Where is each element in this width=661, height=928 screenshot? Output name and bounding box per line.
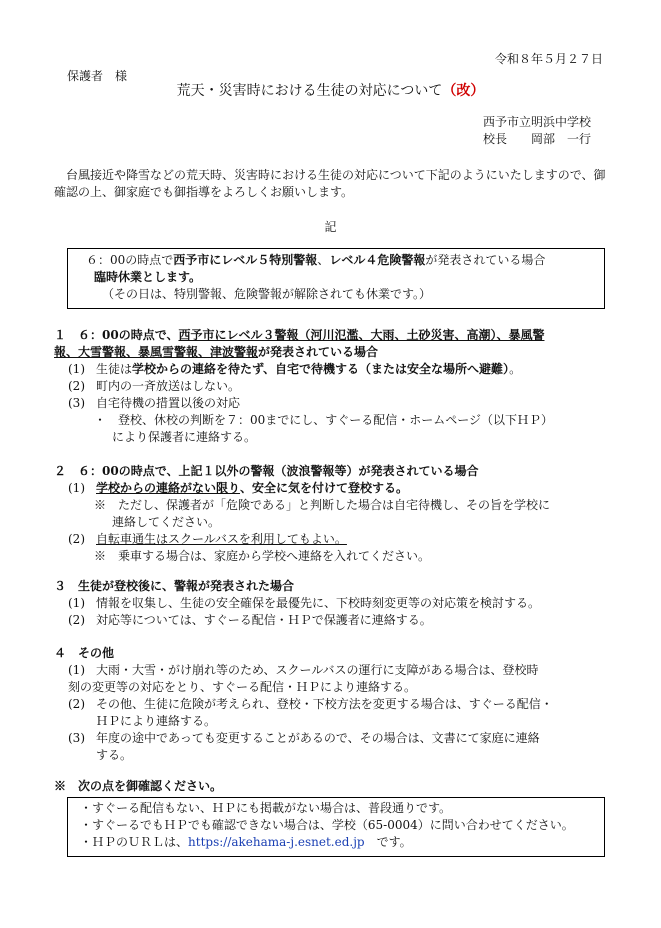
section-3 [54, 578, 619, 629]
notice-condition: が発表されている場合 [425, 253, 546, 267]
section-1-head-c: 報、大雪警報、暴風雪警報、津波警報 [54, 345, 259, 359]
revised-mark: （改） [442, 83, 485, 99]
section-4-heading: ４ その他 [54, 646, 115, 660]
section-1-heading [54, 327, 619, 344]
section-4-item-1-cont [54, 679, 619, 696]
confirm-heading: ※ 次の点を御確認ください。 [54, 779, 223, 793]
principal-name: 校長 岡部 一行 [483, 132, 592, 146]
document-title [0, 81, 661, 101]
item-bold-text: 、安全に気を付けて登校する。 [240, 481, 409, 495]
item-text: その他、生徒に危険が考えられ、登校・下校方法を変更する場合は、すぐーる配信・ [96, 697, 553, 711]
item-text: 情報を収集し、生徒の安全確保を最優先に、下校時刻変更等の対応策を検討する。 [96, 596, 541, 610]
section-1-head-b: 西予市にレベル３警報（河川氾濫、大雨、土砂災害、高潮）、暴風警 [178, 328, 545, 342]
item-text: 刻の変更等の対応をとり、すぐーる配信・ＨＰにより連絡する。 [68, 680, 417, 694]
title-text: 荒天・災害時における生徒の対応について [176, 83, 443, 99]
item-text: 年度の途中であっても変更することがあるので、その場合は、文書にて家庭に連絡 [96, 731, 540, 745]
confirm-line-1: ・すぐーる配信もない、ＨＰにも掲載がない場合は、普段通りです。 [80, 801, 452, 815]
section-1-head-a: １ ６：00の時点で、 [54, 328, 179, 342]
item-text: 自宅待機の措置以後の対応 [96, 396, 241, 410]
notice-line-1 [86, 252, 604, 269]
section-4-item-2 [54, 696, 619, 713]
section-1 [54, 327, 619, 446]
item-number: (1) [68, 663, 85, 677]
item-number: (2) [68, 613, 85, 627]
url-suffix: です。 [364, 835, 412, 849]
school-website-link[interactable]: https://akehama-j.esnet.ed.jp [188, 835, 365, 849]
section-2-note-1: ※ ただし、保護者が「危険である」と判断した場合は自宅待機し、その旨を学校に [94, 498, 551, 512]
section-2-note-2: ※ 乗車する場合は、家庭から学校へ連絡を入れてください。 [94, 549, 431, 563]
section-4-item-2-cont [54, 713, 619, 730]
section-2 [54, 463, 619, 565]
item-bold-text: 学校からの連絡を待たず、自宅で待機する（または安全な場所へ避難） [132, 362, 510, 376]
item-number: (1) [68, 481, 85, 495]
section-2-heading: ２ ６：00の時点で、上記１以外の警報（波浪警報等）が発表されている場合 [54, 464, 479, 478]
addressee: 保護者 様 [67, 69, 128, 83]
item-number: (3) [68, 396, 85, 410]
notice-closure: 臨時休業とします。 [94, 270, 202, 284]
section-3-heading: ３ 生徒が登校後に、警報が発表された場合 [54, 579, 295, 593]
notice-line-2 [86, 269, 604, 286]
section-3-item-2 [54, 612, 619, 629]
school-name: 西予市立明浜中学校 [483, 115, 592, 129]
item-number: (2) [68, 532, 85, 546]
confirm-line-2: ・すぐーるでもＨＰでも確認できない場合は、学校（65-0004）に問い合わせてください。 [80, 818, 574, 832]
section-1-bullet-cont: により保護者に連絡する。 [112, 430, 257, 444]
item-text: 町内の一斉放送はしない。 [96, 379, 241, 393]
section-1-item-2 [54, 378, 619, 395]
notice-level5: 西予市にレベル５特別警報 [173, 253, 318, 267]
section-1-head-d: が発表されている場合 [258, 345, 379, 359]
item-text: ＨＰにより連絡する。 [96, 714, 217, 728]
section-3-item-1 [54, 595, 619, 612]
item-number: (3) [68, 731, 85, 745]
notice-comma: 、 [317, 253, 330, 267]
section-4-item-1 [54, 662, 619, 679]
item-number: (2) [68, 379, 85, 393]
ki-heading: 記 [324, 220, 337, 234]
item-text: 生徒は [96, 362, 133, 376]
item-text: 対応等については、すぐーる配信・ＨＰで保護者に連絡する。 [96, 613, 432, 627]
notice-level4: レベル４危険警報 [329, 253, 426, 267]
section-4 [54, 645, 619, 764]
section-2-item-1 [54, 480, 619, 497]
item-text-end: 。 [509, 362, 522, 376]
item-number: (2) [68, 697, 85, 711]
notice-line-3: （その日は、特別警報、危険警報が解除されても休業です。） [102, 287, 432, 301]
url-label: ・ＨＰのＵＲＬは、 [80, 835, 189, 849]
section-4-item-3 [54, 730, 619, 747]
section-2-note-1-cont: 連絡してください。 [112, 515, 221, 529]
section-1-item-1 [54, 361, 619, 378]
section-4-item-3-cont [54, 747, 619, 764]
section-1-heading-cont [54, 344, 619, 361]
notice-time: ６：00の時点で [86, 253, 174, 267]
confirm-line-3 [80, 834, 604, 851]
item-text: する。 [96, 748, 133, 762]
issue-date: 令和８年５月２７日 [494, 52, 603, 66]
confirm-box [67, 797, 605, 857]
closure-notice-box [67, 248, 605, 309]
section-2-item-2 [54, 531, 619, 548]
item-number: (1) [68, 362, 85, 376]
item-number: (1) [68, 596, 85, 610]
intro-paragraph: 台風接近や降雪などの荒天時、災害時における生徒の対応について下記のようにいたしますので、御確認の上、御家庭でも御指導をよろしくお願いします。 [54, 168, 606, 199]
item-underlined-text: 学校からの連絡がない限り [96, 481, 241, 495]
section-1-item-3 [54, 395, 619, 412]
item-underlined-text: 自転車通生はスクールバスを利用してもよい。 [96, 532, 347, 546]
item-text: 大雨・大雪・がけ崩れ等のため、スクールバスの運行に支障がある場合は、登校時 [96, 663, 539, 677]
section-1-bullet: ・ 登校、休校の判断を７：00までにし、すぐーる配信・ホームページ（以下ＨＰ） [94, 413, 554, 427]
